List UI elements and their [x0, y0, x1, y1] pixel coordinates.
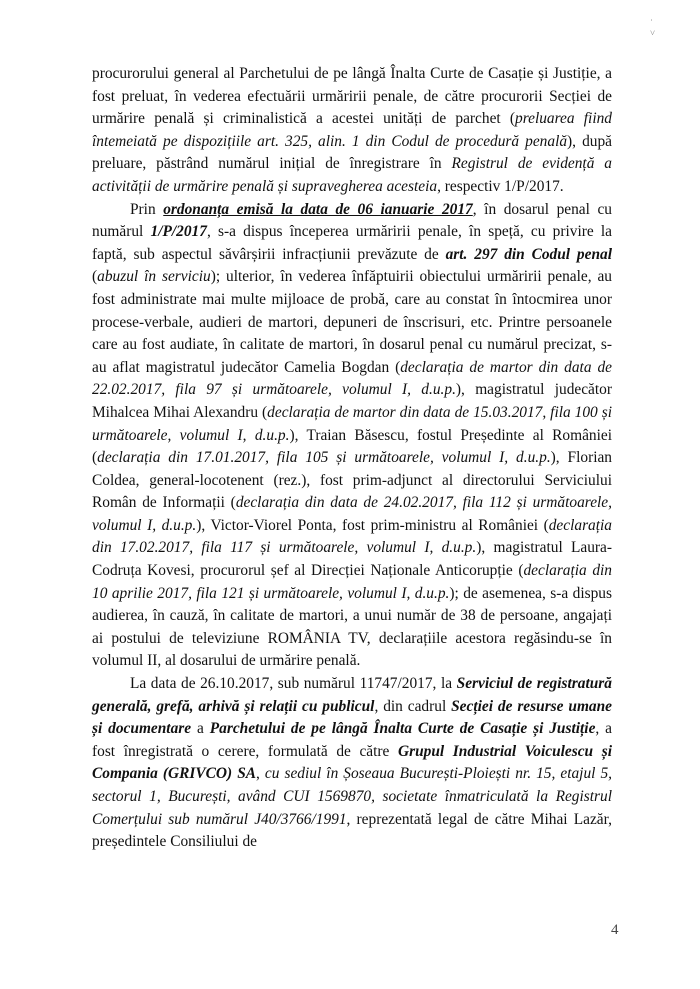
- text-run: a: [191, 720, 210, 738]
- text-run: Parchetului de pe lângă Înalta Curte de Casație și Justiție: [209, 720, 596, 738]
- text-run: ), Traian Băsescu, fostul Președinte al României (: [92, 426, 613, 467]
- text-run: Serviciul de registratură generală, grefă, arhivă și relații cu publicul: [92, 675, 612, 715]
- text-run: declarația din 17.01.2017, fila 105 și următoarele, volumul I, d.u.p.: [97, 449, 551, 467]
- paragraph: [92, 199, 612, 673]
- text-run: abuzul în serviciu: [97, 268, 211, 286]
- text-run: ), Florian Coldea, general-locotenent (rez.), fost prim-adjunct al directorului Serviciului Român de Informații (: [92, 449, 612, 512]
- corner-mark: ˙ ˅: [650, 18, 670, 38]
- text-run: ), după preluare, păstrând numărul inițial de înregistrare în: [92, 132, 612, 173]
- text-run: ), magistratul judecător Mihalcea Mihai Alexandru (: [92, 381, 612, 421]
- text-run: ,: [256, 765, 265, 783]
- text-run: ordonanța emisă la data de 06 ianuarie 2017: [163, 200, 473, 218]
- text-run: declarația de martor din data de 15.03.2017, fila 100 și următoarele, volumul I, d.u.p.: [92, 403, 612, 444]
- text-run: , în dosarul penal cu numărul: [92, 200, 612, 241]
- text-run: declarația de martor din data de 22.02.2017, fila 97 și următoarele, volumul I, d.u.p.: [92, 358, 612, 399]
- text-run: , a fost înregistrată o cerere, formulată de către: [92, 720, 612, 760]
- text-run: , reprezentată legal de către Mihai Lazăr, președintele Consiliului de: [92, 810, 612, 851]
- text-run: , s-a dispus începerea urmăririi penale, în speță, cu privire la faptă, sub aspectul săvârșirii infracțiunii prevăzute de: [92, 223, 612, 263]
- text-run: 1/P/2017: [150, 223, 207, 241]
- text-run: Registrul de evidență a activității de urmărire penală și supravegherea acesteia: [92, 155, 612, 195]
- page-number: 4: [611, 922, 619, 938]
- text-run: Secției de resurse umane și documentare: [92, 697, 613, 738]
- paragraph: [92, 63, 612, 199]
- text-run: ), Victor-Viorel Ponta, fost prim-ministru al României (: [196, 516, 549, 534]
- text-run: declarația din 17.02.2017, fila 117 și următoarele, volumul I, d.u.p.: [92, 516, 612, 557]
- text-run: ); ulterior, în vederea înfăptuirii obiectului urmăririi penale, au fost administrate mai multe mijloace de probă, care au constat în întocmirea unor procese-verbale, audieri de martori, depuneri de înscrisuri, etc. Printre persoanele care au fost audiate, în calitate de martori, în dosarul penal cu numărul precizat, s-au aflat magistratul judecător Camelia Bogdan (: [92, 268, 612, 376]
- text-run: La data de 26.10.2017, sub numărul 11747/2017, la: [130, 675, 457, 693]
- text-run: Grupul Industrial Voiculescu și Compania (GRIVCO) SA: [92, 742, 612, 783]
- paragraph: [92, 673, 612, 854]
- text-run: preluarea fiind întemeiată pe dispozițiile art. 325, alin. 1 din Codul de procedură penală: [92, 110, 612, 150]
- text-run: (: [92, 268, 98, 286]
- text-run: , respectiv 1/P/2017.: [437, 177, 564, 195]
- text-run: ); de asemenea, s-a dispus audierea, în cauză, în calitate de martori, a unui număr de 38 de persoane, angajați ai postului de televiziune ROMÂNIA TV, declarațiile acestora regăsindu-se în volumul II, al dosarului de urmărire penală.: [92, 584, 612, 670]
- text-run: Prin: [130, 200, 164, 218]
- text-run: , din cadrul: [374, 697, 452, 715]
- text-run: ), magistratul Laura-Codruța Kovesi, procurorul șef al Direcției Naționale Anticorupție (: [92, 539, 613, 580]
- body-text: [92, 63, 612, 854]
- text-run: procurorului general al Parchetului de pe lângă Înalta Curte de Casație și Justiție, a fost preluat, în vederea efectuării urmăririi penale, de către procurorii Secției de urmărire penală și criminalistică a acestei unități de parchet (: [92, 65, 612, 128]
- text-run: cu sediul în Șoseaua București-Ploiești nr. 15, etajul 5, sectorul 1, București, având CUI 1569870, societate înmatriculată la Registrul Comerțului sub numărul J40/3766/1991: [92, 765, 613, 828]
- text-run: art. 297 din Codul penal: [445, 245, 612, 263]
- text-run: declarația din 10 aprilie 2017, fila 121 și următoarele, volumul I, d.u.p.: [92, 562, 612, 602]
- text-run: declarația din data de 24.02.2017, fila 112 și următoarele, volumul I, d.u.p.: [92, 494, 612, 534]
